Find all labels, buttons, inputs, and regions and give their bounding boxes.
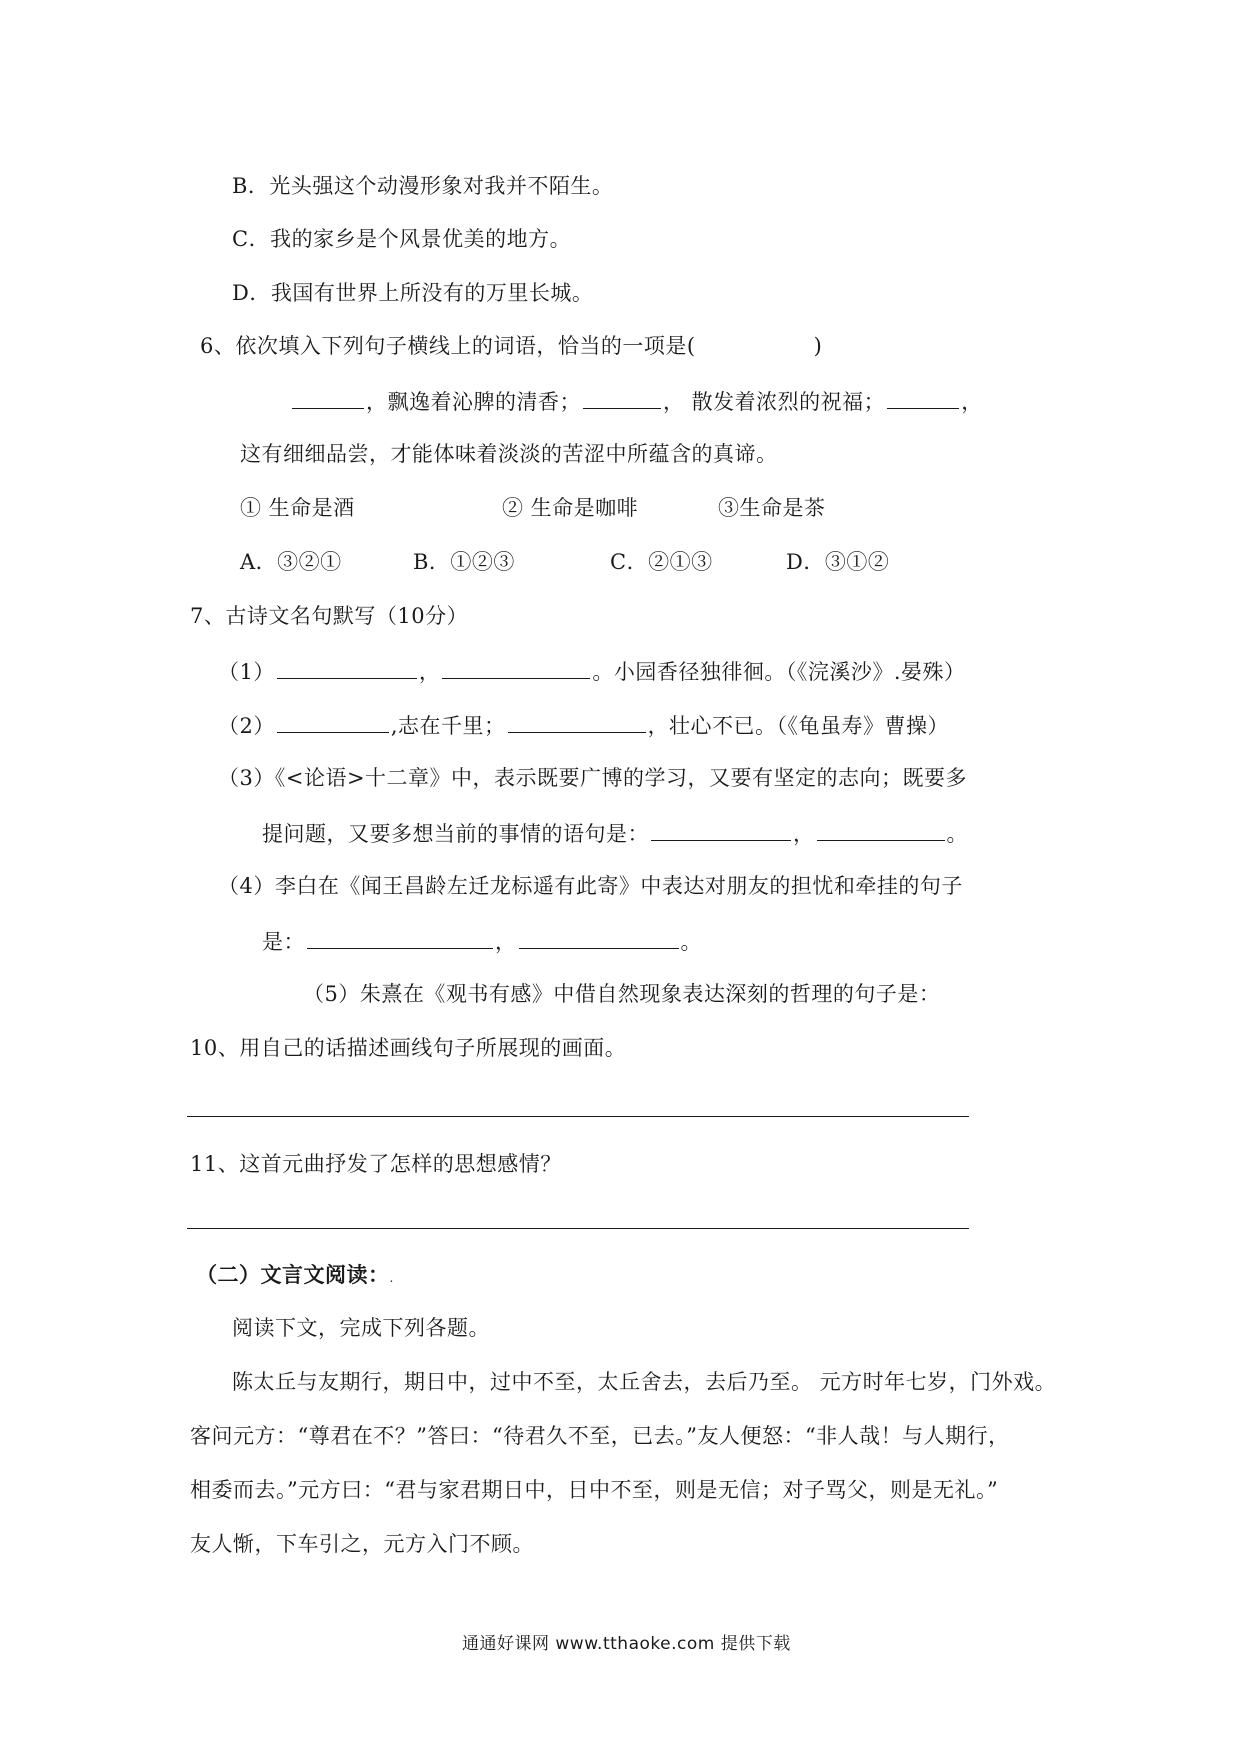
option-b: B．光头强这个动漫形象对我并不陌生。 xyxy=(232,174,614,198)
q6-choice-a: A．③②① xyxy=(240,550,342,574)
q7-line-4b-mid: ， xyxy=(495,930,517,954)
section2-heading xyxy=(196,1264,394,1285)
q6-choice-b: B．①②③ xyxy=(413,550,515,574)
q7-title: 7、古诗文名句默写（10分） xyxy=(190,604,469,628)
q7-line-3b-text: 提问题，又要多想当前的事情的语句是： xyxy=(262,822,649,846)
option-d: D．我国有世界上所没有的万里长城。 xyxy=(232,281,594,305)
q7-blank-4b[interactable] xyxy=(519,930,679,949)
q6-sentence-part3: ， xyxy=(961,390,983,414)
passage-line-4: 友人惭，下车引之，元方入门不顾。 xyxy=(190,1532,534,1556)
q7-blank-3b[interactable] xyxy=(817,822,945,841)
q7-line-1-num: （1） xyxy=(218,660,275,684)
q7-line-2-end: ，壮心不已。（《龟虽寿》曹操） xyxy=(647,714,950,738)
q6-sentence xyxy=(290,390,983,413)
q6-sentence-part2: ， 散发着浓烈的祝福； xyxy=(663,390,886,414)
q7-blank-2a[interactable] xyxy=(277,714,389,733)
q6-blank-1[interactable] xyxy=(292,390,364,409)
q6-item-1: ① 生命是酒 xyxy=(240,496,355,520)
q7-line-3b xyxy=(262,822,968,845)
q7-blank-4a[interactable] xyxy=(307,930,493,949)
q6-blank-2[interactable] xyxy=(583,390,661,409)
q6-choice-c: C．②①③ xyxy=(610,550,713,574)
q7-line-2 xyxy=(218,714,949,737)
q6-sentence-part1: ，飘逸着沁脾的清香； xyxy=(366,390,581,414)
q11-prompt: 11、这首元曲抒发了怎样的思想感情？ xyxy=(190,1152,562,1176)
q7-blank-1a[interactable] xyxy=(277,660,417,679)
passage-line-1: 陈太丘与友期行，期日中，过中不至，太丘舍去，去后乃至。 元方时年七岁，门外戏。 xyxy=(232,1370,1057,1394)
q6-stem-close: ) xyxy=(813,334,823,358)
q7-line-2-num: （2） xyxy=(218,714,275,738)
q10-answer-line[interactable] xyxy=(187,1116,969,1117)
footer-credit: 通通好课网 www.tthaoke.com 提供下载 xyxy=(462,1634,791,1654)
q7-line-4b-text: 是： xyxy=(262,930,305,954)
section2-heading-text: （二）文言文阅读： xyxy=(196,1262,390,1287)
passage-line-3: 相委而去。”元方曰：“君与家君期日中，日中不至，则是无信；对子骂父，则是无礼。” xyxy=(190,1478,999,1502)
q11-answer-line[interactable] xyxy=(187,1228,969,1229)
q7-line-1 xyxy=(218,660,966,683)
q7-line-4b-end: 。 xyxy=(680,930,702,954)
q7-line-3b-end: 。 xyxy=(946,822,968,846)
q6-choice-d: D．③①② xyxy=(786,550,890,574)
passage-line-2: 客问元方：“尊君在不？”答曰：“待君久不至，已去。”友人便怒：“非人哉！与人期行， xyxy=(190,1424,1010,1448)
q6-stem xyxy=(200,336,822,357)
q7-line-5: （5）朱熹在《观书有感》中借自然现象表达深刻的哲理的句子是： xyxy=(303,982,941,1006)
q6-item-3: ③生命是茶 xyxy=(718,496,826,520)
q7-blank-3a[interactable] xyxy=(651,822,791,841)
q7-line-4b xyxy=(262,930,702,953)
section2-instruction: 阅读下文，完成下列各题。 xyxy=(232,1316,490,1340)
q10-prompt: 10、用自己的话描述画线句子所展现的画面。 xyxy=(190,1036,627,1060)
q6-blank-3[interactable] xyxy=(887,390,959,409)
q6-stem-text: 6、依次填入下列句子横线上的词语，恰当的一项是( xyxy=(200,334,696,358)
q6-sentence-line2: 这有细细品尝，才能体味着淡淡的苦涩中所蕴含的真谛。 xyxy=(240,442,778,466)
option-c: C．我的家乡是个风景优美的地方。 xyxy=(232,227,572,251)
q7-blank-2b[interactable] xyxy=(508,714,646,733)
q7-line-1-mid: ， xyxy=(418,660,441,684)
q7-line-3a: （3）《<论语>十二章》中，表示既要广博的学习，又要有坚定的志向；既要多 xyxy=(218,766,968,790)
q7-blank-1b[interactable] xyxy=(442,660,590,679)
q7-line-3b-mid: ， xyxy=(793,822,815,846)
q7-line-4a: （4）李白在《闻王昌龄左迁龙标遥有此寄》中表达对朋友的担忧和牵挂的句子 xyxy=(218,874,963,898)
q7-line-2-mid: ,志在千里； xyxy=(390,714,506,738)
q6-item-2: ② 生命是咖啡 xyxy=(502,496,639,520)
section2-heading-dot: . xyxy=(389,1271,394,1285)
q7-line-1-end: 。小园香径独徘徊。（《浣溪沙》.晏殊） xyxy=(592,660,966,684)
